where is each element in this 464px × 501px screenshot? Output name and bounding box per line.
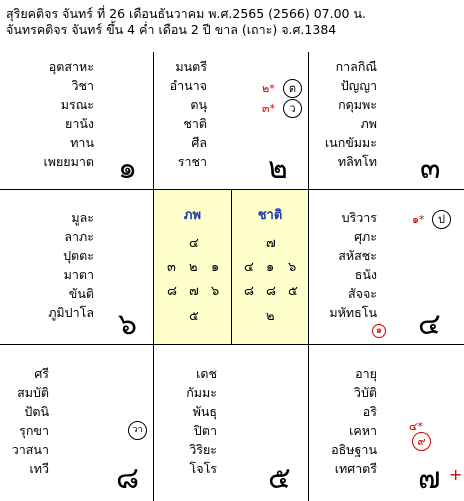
house-5-items: [186, 364, 217, 478]
center-right-title: ชาติ: [257, 208, 283, 223]
house-item: มรณะ: [60, 97, 94, 112]
house-item: อธิษฐาน: [331, 442, 377, 457]
center-num: ๗: [189, 284, 199, 299]
house-item: บริวาร: [341, 210, 377, 225]
house-6-number: ๖: [118, 307, 138, 342]
grid-line: [308, 52, 309, 501]
house-item: วิริยะ: [189, 442, 217, 457]
house-item: อำนาจ: [169, 78, 207, 93]
house-item: ชาติ: [183, 116, 207, 131]
house-7-plus: +: [449, 465, 463, 484]
house-item: ศรี: [34, 366, 49, 381]
house-item: วิชา: [71, 78, 94, 93]
center-num: ๖: [211, 284, 220, 299]
house-item: ภพ: [360, 116, 377, 131]
house-item: ทลิทโท: [337, 154, 377, 169]
center-num: ๒: [266, 309, 275, 324]
house-item: รุกขา: [19, 423, 49, 438]
house-item: เทวี: [29, 461, 49, 476]
house-item: ลาภะ: [64, 229, 94, 244]
house-1-number: ๑: [118, 151, 138, 186]
center-num: ๘: [167, 284, 178, 299]
house-7-number: ๗: [418, 461, 441, 496]
house-item: เคหา: [349, 423, 377, 438]
center-num: ๖: [288, 260, 297, 275]
planet-circle: ต: [283, 79, 302, 98]
house-item: อริ: [362, 404, 377, 419]
house-2-number: ๒: [268, 151, 288, 186]
header-line-2: จันทรคติจร จันทร์ ขึ้น 4 ค่ำ เดือน 2 ปี ขาล (เถาะ) จ.ศ.1384: [6, 22, 337, 37]
house-item: ปัญญา: [340, 78, 377, 93]
house-4-items: [329, 208, 377, 322]
house-7-items: [331, 364, 377, 478]
planet-circle: ป: [432, 210, 451, 229]
planet-marker: ๓*: [262, 102, 276, 115]
planet-circle: ๙: [412, 432, 431, 451]
house-item: เดช: [196, 366, 217, 381]
house-item: อุตสาหะ: [48, 59, 94, 74]
center-num: ๑: [266, 260, 275, 275]
grid-line: [0, 344, 464, 345]
house-item: มหัทธโน: [329, 305, 377, 320]
planet-marker: ๔*: [409, 420, 423, 433]
house-3-items: [325, 57, 377, 171]
house-item: ศีล: [191, 135, 207, 150]
house-item: พันธุ: [192, 404, 217, 419]
horoscope-grid: [0, 52, 464, 501]
center-panel: [154, 190, 308, 344]
center-num: ๕: [189, 309, 199, 324]
house-item: อายุ: [355, 366, 377, 381]
house-8-number: ๘: [116, 461, 140, 496]
center-num: ๔: [189, 236, 199, 251]
house-item: ตนุ: [190, 97, 207, 112]
house-item: กาลกิณี: [335, 59, 377, 74]
house-item: กดุมพะ: [338, 97, 377, 112]
center-num: ๘: [266, 284, 277, 299]
house-item: วาสนา: [11, 442, 49, 457]
house-item: เทศาตรี: [334, 461, 377, 476]
house-item: สัจจะ: [348, 286, 377, 301]
header-line-1: สุริยคติจร จันทร์ ที่ 26 เดือนธันวาคม พ.ศ.2565 (2566) 07.00 น.: [6, 6, 366, 21]
house-6-items: [48, 208, 94, 322]
house-item: ปัตนิ: [24, 404, 49, 419]
house-item: มูละ: [71, 210, 94, 225]
house-4-number: ๔: [418, 307, 441, 342]
house-item: ปิตา: [193, 423, 217, 438]
center-left: [154, 190, 231, 344]
house-item: โจโร: [189, 461, 217, 476]
house-5-number: ๕: [268, 461, 291, 496]
house-2-items: [170, 57, 207, 171]
house-item: สมบัติ: [17, 385, 49, 400]
house-8-items: [12, 364, 49, 478]
center-left-title: ภพ: [183, 208, 202, 223]
center-num: ๕: [288, 284, 298, 299]
house-item: ศุภะ: [354, 229, 377, 244]
planet-marker: ๑*: [412, 213, 425, 226]
house-item: วิบัติ: [353, 385, 377, 400]
center-num: ๘: [244, 284, 255, 299]
planet-marker-small: ๑: [372, 324, 386, 338]
house-item: สหัสชะ: [338, 248, 377, 263]
center-num: ๔: [244, 260, 254, 275]
house-item: กัมมะ: [186, 385, 217, 400]
house-item: ราชา: [177, 154, 207, 169]
center-num: ๒: [189, 260, 198, 275]
house-3-number: ๓: [420, 151, 441, 186]
house-item: ปุตตะ: [63, 248, 94, 263]
house-item: ธนัง: [354, 267, 377, 282]
house-item: ยานัง: [65, 116, 94, 131]
house-item: มนตรี: [175, 59, 207, 74]
house-item: เพยยมาต: [43, 154, 94, 169]
center-num: ๓: [167, 260, 176, 275]
house-item: ขันติ: [68, 286, 94, 301]
house-1-items: [43, 57, 94, 171]
center-num: ๗: [266, 236, 276, 251]
center-right: [232, 190, 308, 344]
house-item: ทาน: [70, 135, 94, 150]
planet-circle: ว: [283, 99, 302, 118]
house-item: มาตา: [63, 267, 94, 282]
planet-circle: วา: [128, 421, 147, 440]
center-num: ๑: [211, 260, 220, 275]
house-item: เนกขัมมะ: [324, 135, 377, 150]
house-item: ภูมิปาโล: [48, 305, 94, 320]
planet-marker: ๒*: [262, 82, 275, 95]
